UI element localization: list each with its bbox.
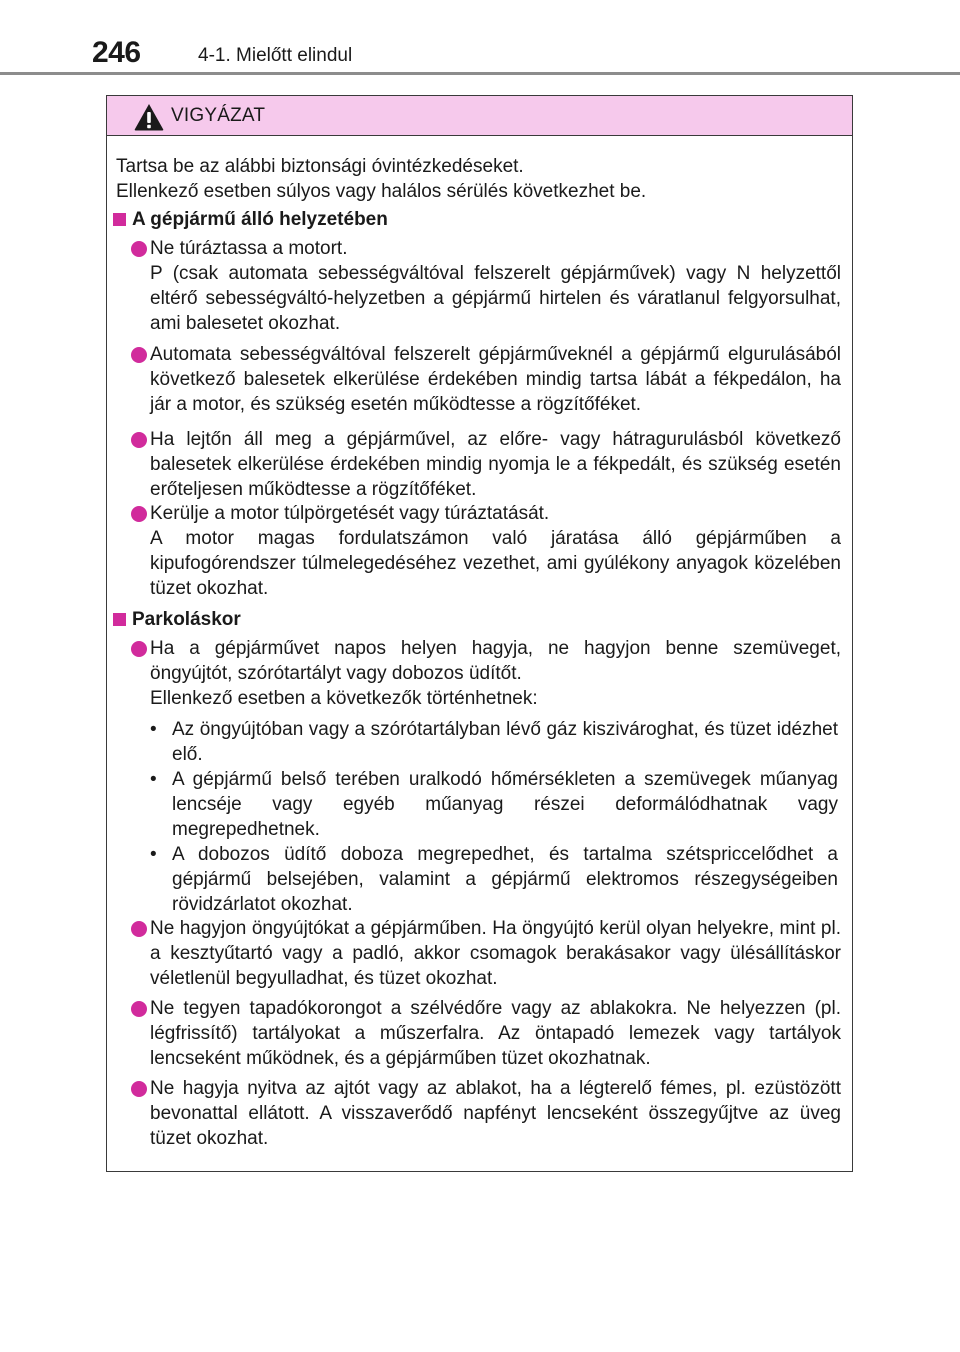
warning-header xyxy=(107,96,852,136)
bullet-dot-icon xyxy=(131,241,147,257)
sub-list-item: A gépjármű belső terében uralkodó hőmérsékleten a szemüvegek műanyag lencséje vagy egyéb műanyag részei deformálódhatnak vagy megrepedhetnek. xyxy=(172,769,838,840)
list-item: Automata sebességváltóval felszerelt gépjárműveknél a gépjármű elgurulásából következő balesetek elkerülése érdekében mindig tartsa lábát a fékpedálon, ha jár a motor, és szükség esetén működtesse a rögzítőféket. xyxy=(150,344,841,415)
section-title: 4-1. Mielőtt elindul xyxy=(198,45,353,66)
bullet-dot-icon xyxy=(131,347,147,363)
list-item: Ha lejtőn áll meg a gépjárművel, az előre- vagy hátragurulásból következő balesetek elkerülése érdekében mindig nyomja le a fékpedált, és szükség esetén erőteljesen működtesse a rögzítőféket. xyxy=(150,429,841,500)
list-item: Ne túráztassa a motort. P (csak automata sebességváltóval felszerelt gépjárművek) vagy N helyzettől eltérő sebességváltó-helyzetben a gépjármű hirtelen és váratlanul felgyorsulhat, ami balesetet okozhat. xyxy=(150,238,841,334)
section-heading-parking: Parkoláskor xyxy=(132,609,241,630)
list-item: Ne hagyja nyitva az ajtót vagy az ablakot, ha a légterelő fémes, pl. ezüstözött bevonattal ellátott. A visszaverődő napfényt lencseként összegyűjtve az üveg tüzet okozhat. xyxy=(150,1078,841,1149)
warning-title: VIGYÁZAT xyxy=(171,105,266,126)
page-number: 246 xyxy=(92,36,141,69)
section-heading-standing: A gépjármű álló helyzetében xyxy=(132,209,388,230)
list-item: Ne tegyen tapadókorongot a szélvédőre vagy az ablakokra. Ne helyezzen (pl. légfrissítő) tartályokat a műszerfalra. Az öntapadó lemezek vagy tartályok lencseként működnek, és a gépjárműben tüzet okozhatnak. xyxy=(150,998,841,1069)
sub-bullet-marker: • xyxy=(150,844,157,865)
bullet-dot-icon xyxy=(131,432,147,448)
list-item: Kerülje a motor túlpörgetését vagy túráztatását. A motor magas fordulatszámon való járatása álló gépjárműben a kipufogórendszer túlmelegedéséhez vezethet, ami gyúlékony anyagok közelében tüzet okozhat. xyxy=(150,503,841,599)
warning-triangle-icon xyxy=(133,102,165,132)
sub-list-item: A dobozos üdítő doboza megrepedhet, és tartalma szétspriccelődhet a gépjármű belsejében, valamint a gépjármű elektromos részegységeiben rövidzárlatot okozhat. xyxy=(172,844,838,915)
bullet-dot-icon xyxy=(131,1001,147,1017)
list-item: Ha a gépjárművet napos helyen hagyja, ne hagyjon benne szemüveget, öngyújtót, szórótartályt vagy dobozos üdítőt. Ellenkező esetben a következők történhetnek: xyxy=(150,638,841,709)
header-divider xyxy=(0,72,960,75)
page-header xyxy=(0,0,960,76)
section-marker-icon xyxy=(113,613,126,626)
sub-bullet-marker: • xyxy=(150,719,157,740)
sub-bullet-marker: • xyxy=(150,769,157,790)
bullet-dot-icon xyxy=(131,641,147,657)
section-marker-icon xyxy=(113,213,126,226)
bullet-dot-icon xyxy=(131,506,147,522)
bullet-dot-icon xyxy=(131,1081,147,1097)
sub-list-item: Az öngyújtóban vagy a szórótartályban lévő gáz kiszivároghat, és tüzet idézhet elő. xyxy=(172,719,838,765)
bullet-dot-icon xyxy=(131,921,147,937)
warning-intro: Tartsa be az alábbi biztonsági óvintézkedéseket. Ellenkező esetben súlyos vagy halálos sérülés következhet be. xyxy=(116,156,647,202)
list-item: Ne hagyjon öngyújtókat a gépjárműben. Ha öngyújtó kerül olyan helyekre, mint pl. a kesztyűtartó vagy a padló, akkor csomagok berakásakor vagy ülésállításkor véletlenül begyulladhat, és tüzet okozhat. xyxy=(150,918,841,989)
